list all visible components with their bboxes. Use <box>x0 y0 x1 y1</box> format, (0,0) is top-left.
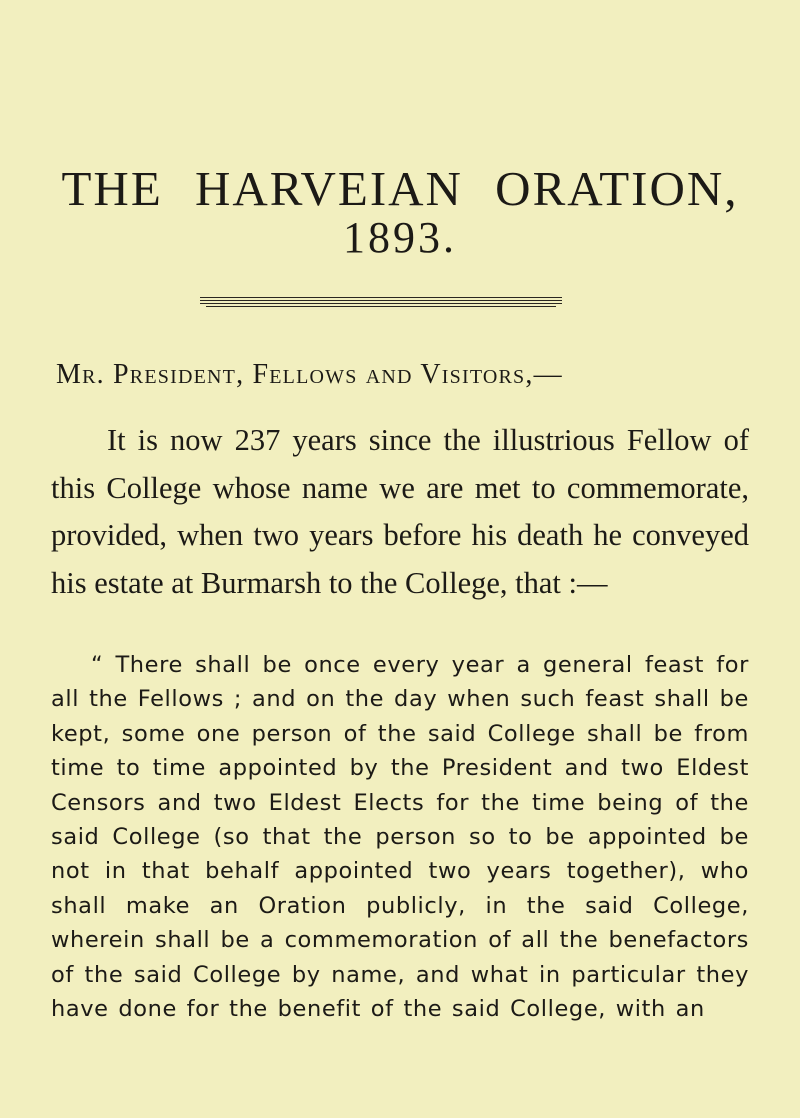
title-divider <box>200 297 562 309</box>
oration-year: 1893. <box>343 213 457 262</box>
quoted-provision: “ There shall be once every year a general feast for all the Fellows ; and on the day when such feast shall be kept, some one person of the said College shall be from time to time appointed by the President and two Eldest Censors and two Eldest Elects for the time being of the said College (so that the person so to be appointed be not in that behalf appointed two years together), who shall make an Oration publicly, in the said College, wherein shall be a commemoration of all the benefactors of the said College by name, and what in particular they have done for the benefit of the said College, with an <box>51 652 749 1023</box>
salutation: Mr. President, Fellows and Visitors,— <box>56 359 563 390</box>
oration-title: THE HARVEIAN ORATION, <box>61 161 739 216</box>
opening-paragraph: It is now 237 years since the illustrious Fellow of this College whose name we are met to commemorate, provided, when two years before his death he conveyed his estate at Burmarsh to the College, that :— <box>51 423 749 600</box>
